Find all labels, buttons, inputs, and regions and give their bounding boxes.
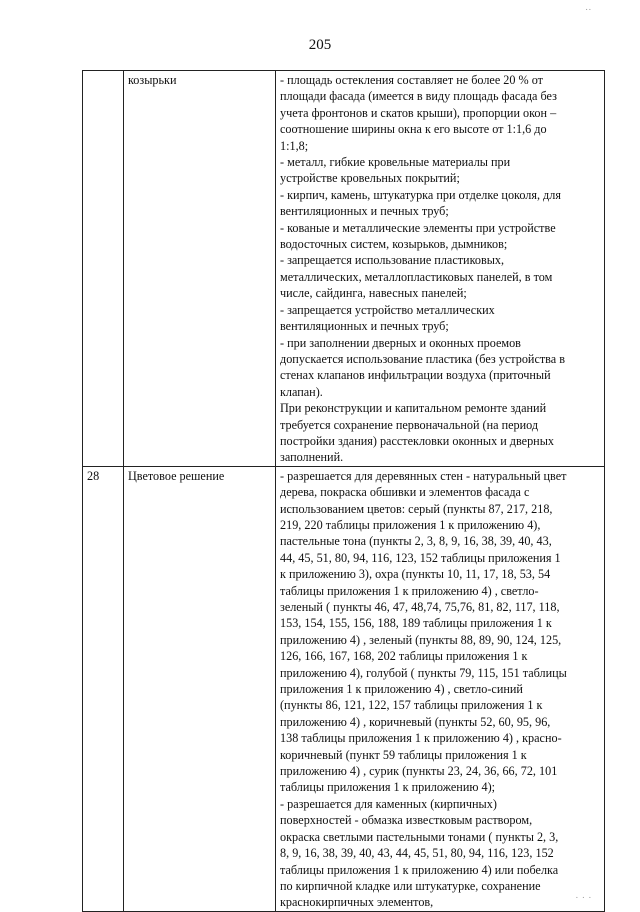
requirement-line: использованием цветов: серый (пункты 87, 217, 218, — [280, 501, 553, 516]
row-number-cell: 28 — [83, 466, 124, 911]
requirement-line: таблицы приложения 1 к приложению 4) или побелка — [280, 862, 559, 877]
requirement-line: пастельные тона (пункты 2, 3, 8, 9, 16, 38, 39, 40, 43, — [280, 534, 552, 549]
requirement-line: 8, 9, 16, 38, 39, 40, 43, 44, 45, 51, 80, 94, 116, 123, 152 — [280, 846, 554, 861]
requirement-line: приложению 4), голубой ( пункты 79, 115, 151 таблицы — [280, 665, 567, 680]
requirement-line: вентиляционных и печных труб; — [280, 204, 449, 219]
element-name-cell: козырьки — [124, 71, 276, 467]
requirement-line: - кирпич, камень, штукатурка при отделке цоколя, для — [280, 187, 561, 202]
requirement-line: числе, сайдинга, навесных панелей; — [280, 286, 467, 301]
requirement-line: допускается использование пластика (без устройства в — [280, 351, 565, 366]
requirement-line: металлических, металлопластиковых панелей, в том — [280, 269, 553, 284]
row-number-cell — [83, 71, 124, 467]
requirement-line: коричневый (пункт 59 таблицы приложения 1 к — [280, 747, 527, 762]
requirement-line: приложению 4) , сурик (пункты 23, 24, 36, 66, 72, 101 — [280, 764, 558, 779]
requirement-line: - при заполнении дверных и оконных проемов — [280, 335, 521, 350]
requirement-line: приложению 4) , зеленый (пункты 88, 89, 90, 124, 125, — [280, 632, 562, 647]
regulation-table — [82, 70, 605, 912]
requirement-line: устройстве кровельных покрытий; — [280, 171, 460, 186]
requirement-line: 126, 166, 167, 168, 202 таблицы приложения 1 к — [280, 649, 528, 664]
requirement-line: - разрешается для каменных (кирпичных) — [280, 796, 497, 811]
requirement-line: При реконструкции и капитальном ремонте зданий — [280, 401, 547, 416]
requirement-line: 153, 154, 155, 156, 188, 189 таблицы приложения 1 к — [280, 616, 552, 631]
corner-mark-bottom: . . . — [575, 890, 592, 900]
requirement-line: водосточных систем, козырьков, дымников; — [280, 237, 508, 252]
requirement-line: 219, 220 таблицы приложения 1 к приложению 4), — [280, 517, 541, 532]
element-name-cell: Цветовое решение — [124, 466, 276, 911]
requirement-line: - запрещается устройство металлических — [280, 302, 495, 317]
requirement-line: соотношение ширины окна к его высоте от 1:1,6 до — [280, 122, 547, 137]
requirement-line: постройки здания) расстекловки оконных и дверных — [280, 433, 554, 448]
table-row — [83, 71, 605, 467]
requirement-line: окраска светлыми пастельными тонами ( пункты 2, 3, — [280, 829, 559, 844]
requirement-line: - площадь остекления составляет не более 20 % от — [280, 73, 543, 87]
requirement-line: приложению 4) , коричневый (пункты 52, 60, 95, 96, — [280, 714, 551, 729]
requirement-line: учета фронтонов и скатов крыши), пропорции окон – — [280, 105, 557, 120]
requirement-line: вентиляционных и печных труб; — [280, 319, 449, 334]
corner-mark-top: .. — [585, 2, 592, 12]
requirements-cell — [276, 71, 605, 467]
requirement-line: к приложению 3), охра (пункты 10, 11, 17, 18, 53, 54 — [280, 567, 551, 582]
requirement-line: - кованые и металлические элементы при устройстве — [280, 220, 556, 235]
requirement-line: клапан). — [280, 384, 323, 399]
requirement-line: требуется сохранение первоначальной (на период — [280, 417, 539, 432]
requirement-line: - запрещается использование пластиковых, — [280, 253, 505, 268]
requirements-cell — [276, 466, 605, 911]
requirement-line: поверхностей - обмазка известковым раствором, — [280, 813, 533, 828]
requirement-line: дерева, покраска обшивки и элементов фасада с — [280, 485, 530, 500]
requirement-line: по кирпичной кладке или штукатурке, сохранение — [280, 878, 541, 893]
requirement-line: - разрешается для деревянных стен - натуральный цвет — [280, 468, 567, 483]
requirement-line: стенах клапанов инфильтрации воздуха (приточный — [280, 368, 551, 383]
requirement-line: зеленый ( пункты 46, 47, 48,74, 75,76, 81, 82, 117, 118, — [280, 600, 560, 614]
requirement-line: 1:1,8; — [280, 138, 309, 153]
requirement-line: - металл, гибкие кровельные материалы при — [280, 155, 511, 170]
requirement-line: таблицы приложения 1 к приложению 4); — [280, 780, 496, 795]
requirement-line: 138 таблицы приложения 1 к приложению 4) , красно- — [280, 731, 562, 746]
page-number: 205 — [308, 37, 332, 53]
requirement-line: заполнений. — [280, 450, 344, 465]
requirement-line: таблицы приложения 1 к приложению 4) , светло- — [280, 583, 539, 598]
requirement-line: (пункты 86, 121, 122, 157 таблицы приложения 1 к — [280, 698, 543, 713]
requirement-line: площади фасада (имеется в виду площадь фасада без — [280, 89, 557, 104]
requirement-line: краснокирпичных элементов, — [280, 895, 434, 910]
requirement-line: приложения 1 к приложению 4) , светло-синий — [280, 682, 523, 697]
requirement-line: 44, 45, 51, 80, 94, 116, 123, 152 таблицы приложения 1 — [280, 550, 561, 565]
table-row — [83, 466, 605, 911]
